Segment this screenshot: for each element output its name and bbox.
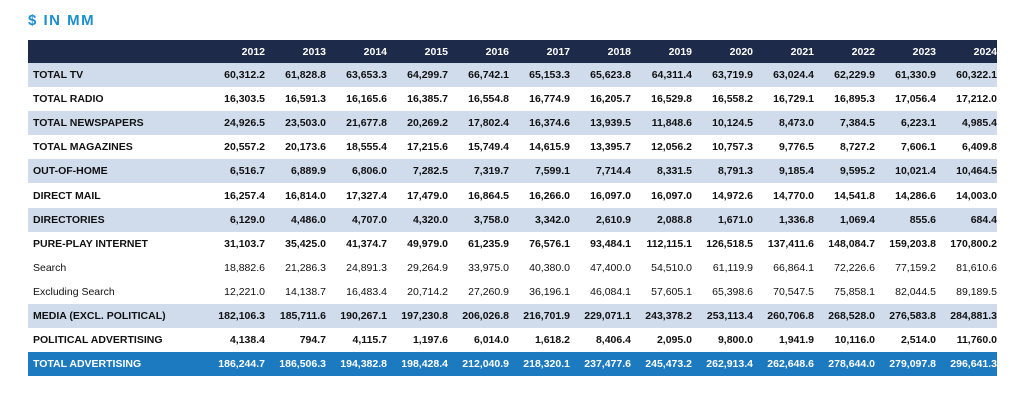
value-cell: 64,311.4 — [651, 69, 692, 82]
value-cell: 7,714.4 — [595, 165, 631, 178]
value-cell: 4,707.0 — [351, 213, 387, 226]
year-header-2023: 2023 — [912, 45, 936, 58]
value-cell: 6,806.0 — [351, 165, 387, 178]
value-cell: 63,719.9 — [712, 69, 753, 82]
value-cell: 20,173.6 — [285, 141, 326, 154]
value-cell: 16,554.8 — [468, 93, 509, 106]
value-cell: 1,336.8 — [778, 213, 814, 226]
value-cell: 6,129.0 — [229, 213, 265, 226]
year-header-2013: 2013 — [302, 45, 326, 58]
value-cell: 8,791.3 — [717, 165, 753, 178]
value-cell: 21,286.3 — [285, 261, 326, 274]
value-cell: 126,518.5 — [706, 237, 753, 250]
value-cell: 16,374.6 — [529, 117, 570, 130]
row-label: POLITICAL ADVERTISING — [33, 334, 163, 347]
value-cell: 6,223.1 — [900, 117, 936, 130]
value-cell: 1,671.0 — [717, 213, 753, 226]
value-cell: 63,653.3 — [346, 69, 387, 82]
value-cell: 7,606.1 — [900, 141, 936, 154]
value-cell: 212,040.9 — [462, 358, 509, 371]
year-header-2020: 2020 — [729, 45, 753, 58]
table-row — [28, 135, 997, 159]
value-cell: 9,800.0 — [717, 334, 753, 347]
value-cell: 229,071.1 — [584, 309, 631, 322]
value-cell: 253,113.4 — [706, 309, 753, 322]
value-cell: 29,264.9 — [407, 261, 448, 274]
row-label: OUT-OF-HOME — [33, 165, 108, 178]
value-cell: 61,828.8 — [285, 69, 326, 82]
value-cell: 185,711.6 — [279, 309, 326, 322]
value-cell: 4,320.0 — [412, 213, 448, 226]
year-header-2015: 2015 — [424, 45, 448, 58]
value-cell: 61,235.9 — [468, 237, 509, 250]
value-cell: 14,286.6 — [895, 189, 936, 202]
value-cell: 65,153.3 — [529, 69, 570, 82]
table-row — [28, 280, 997, 304]
value-cell: 54,510.0 — [651, 261, 692, 274]
value-cell: 33,975.0 — [468, 261, 509, 274]
value-cell: 65,398.6 — [712, 285, 753, 298]
value-cell: 6,409.8 — [961, 141, 997, 154]
value-cell: 47,400.0 — [590, 261, 631, 274]
value-cell: 16,257.4 — [224, 189, 265, 202]
value-cell: 260,706.8 — [767, 309, 814, 322]
value-cell: 16,529.8 — [651, 93, 692, 106]
row-label: DIRECTORIES — [33, 213, 105, 226]
value-cell: 1,197.6 — [412, 334, 448, 347]
value-cell: 36,196.1 — [529, 285, 570, 298]
table-row — [28, 352, 997, 376]
value-cell: 8,331.5 — [656, 165, 692, 178]
value-cell: 16,814.0 — [285, 189, 326, 202]
year-header-2022: 2022 — [851, 45, 875, 58]
row-label: TOTAL MAGAZINES — [33, 141, 133, 154]
row-label: Search — [33, 261, 67, 274]
value-cell: 27,260.9 — [468, 285, 509, 298]
value-cell: 93,484.1 — [590, 237, 631, 250]
value-cell: 245,473.2 — [645, 358, 692, 371]
value-cell: 216,701.9 — [523, 309, 570, 322]
value-cell: 64,299.7 — [407, 69, 448, 82]
value-cell: 2,610.9 — [595, 213, 631, 226]
value-cell: 4,138.4 — [229, 334, 265, 347]
value-cell: 75,858.1 — [834, 285, 875, 298]
value-cell: 21,677.8 — [346, 117, 387, 130]
value-cell: 40,380.0 — [529, 261, 570, 274]
value-cell: 81,610.6 — [956, 261, 997, 274]
value-cell: 66,864.1 — [773, 261, 814, 274]
value-cell: 12,056.2 — [651, 141, 692, 154]
value-cell: 66,742.1 — [468, 69, 509, 82]
value-cell: 137,411.6 — [767, 237, 814, 250]
value-cell: 14,138.7 — [285, 285, 326, 298]
value-cell: 16,266.0 — [529, 189, 570, 202]
value-cell: 186,244.7 — [218, 358, 265, 371]
value-cell: 6,516.7 — [229, 165, 265, 178]
value-cell: 17,215.6 — [407, 141, 448, 154]
value-cell: 10,464.5 — [956, 165, 997, 178]
value-cell: 24,891.3 — [346, 261, 387, 274]
value-cell: 9,595.2 — [839, 165, 875, 178]
value-cell: 268,528.0 — [828, 309, 875, 322]
value-cell: 243,378.2 — [645, 309, 692, 322]
value-cell: 7,282.5 — [412, 165, 448, 178]
value-cell: 16,729.1 — [773, 93, 814, 106]
value-cell: 20,714.2 — [407, 285, 448, 298]
value-cell: 16,385.7 — [407, 93, 448, 106]
value-cell: 17,212.0 — [956, 93, 997, 106]
value-cell: 20,557.2 — [224, 141, 265, 154]
value-cell: 17,479.0 — [407, 189, 448, 202]
value-cell: 24,926.5 — [224, 117, 265, 130]
value-cell: 14,972.6 — [712, 189, 753, 202]
value-cell: 16,895.3 — [834, 93, 875, 106]
value-cell: 72,226.6 — [834, 261, 875, 274]
table-row — [28, 208, 997, 232]
value-cell: 70,547.5 — [773, 285, 814, 298]
table-row — [28, 63, 997, 87]
value-cell: 61,330.9 — [895, 69, 936, 82]
value-cell: 13,939.5 — [590, 117, 631, 130]
value-cell: 31,103.7 — [224, 237, 265, 250]
value-cell: 14,615.9 — [529, 141, 570, 154]
value-cell: 1,618.2 — [534, 334, 570, 347]
value-cell: 18,555.4 — [346, 141, 387, 154]
value-cell: 2,095.0 — [656, 334, 692, 347]
table-body — [28, 63, 997, 376]
row-label: MEDIA (EXCL. POLITICAL) — [33, 309, 166, 322]
value-cell: 89,189.5 — [956, 285, 997, 298]
value-cell: 57,605.1 — [651, 285, 692, 298]
value-cell: 9,776.5 — [778, 141, 814, 154]
value-cell: 16,303.5 — [224, 93, 265, 106]
value-cell: 15,749.4 — [468, 141, 509, 154]
table-title: $ IN MM — [28, 12, 96, 29]
value-cell: 17,056.4 — [895, 93, 936, 106]
value-cell: 794.7 — [299, 334, 326, 347]
value-cell: 10,116.0 — [834, 334, 875, 347]
year-header-2012: 2012 — [241, 45, 265, 58]
value-cell: 16,165.6 — [346, 93, 387, 106]
value-cell: 7,384.5 — [839, 117, 875, 130]
value-cell: 4,115.7 — [352, 334, 387, 347]
value-cell: 197,230.8 — [401, 309, 448, 322]
value-cell: 262,913.4 — [706, 358, 753, 371]
value-cell: 41,374.7 — [346, 237, 387, 250]
row-label: PURE-PLAY INTERNET — [33, 237, 148, 250]
value-cell: 194,382.8 — [340, 358, 387, 371]
value-cell: 14,770.0 — [773, 189, 814, 202]
value-cell: 279,097.8 — [889, 358, 936, 371]
value-cell: 16,774.9 — [529, 93, 570, 106]
value-cell: 23,503.0 — [285, 117, 326, 130]
value-cell: 9,185.4 — [778, 165, 814, 178]
year-header-row — [28, 40, 997, 63]
value-cell: 6,889.9 — [290, 165, 326, 178]
value-cell: 1,941.9 — [778, 334, 814, 347]
year-header-2024: 2024 — [973, 45, 997, 58]
value-cell: 16,864.5 — [468, 189, 509, 202]
value-cell: 60,322.1 — [956, 69, 997, 82]
year-header-2019: 2019 — [668, 45, 692, 58]
value-cell: 182,106.3 — [218, 309, 265, 322]
row-label: TOTAL RADIO — [33, 93, 104, 106]
value-cell: 190,267.1 — [340, 309, 387, 322]
table-row — [28, 87, 997, 111]
value-cell: 17,802.4 — [468, 117, 509, 130]
value-cell: 14,541.8 — [834, 189, 875, 202]
year-header-2014: 2014 — [363, 45, 387, 58]
row-label: TOTAL ADVERTISING — [33, 358, 142, 371]
value-cell: 16,205.7 — [590, 93, 631, 106]
table-row — [28, 328, 997, 352]
value-cell: 16,483.4 — [346, 285, 387, 298]
value-cell: 1,069.4 — [839, 213, 875, 226]
value-cell: 284,881.3 — [950, 309, 997, 322]
year-header-2017: 2017 — [546, 45, 570, 58]
year-header-2018: 2018 — [607, 45, 631, 58]
value-cell: 237,477.6 — [584, 358, 631, 371]
value-cell: 278,644.0 — [828, 358, 875, 371]
value-cell: 11,848.6 — [651, 117, 692, 130]
value-cell: 8,727.2 — [839, 141, 875, 154]
year-header-2021: 2021 — [790, 45, 814, 58]
table-row — [28, 256, 997, 280]
value-cell: 10,124.5 — [712, 117, 753, 130]
value-cell: 218,320.1 — [523, 358, 570, 371]
value-cell: 855.6 — [909, 213, 936, 226]
value-cell: 16,591.3 — [285, 93, 326, 106]
value-cell: 159,203.8 — [889, 237, 936, 250]
value-cell: 16,097.0 — [651, 189, 692, 202]
value-cell: 10,021.4 — [895, 165, 936, 178]
advertising-spend-table — [28, 40, 997, 376]
value-cell: 20,269.2 — [407, 117, 448, 130]
value-cell: 62,229.9 — [834, 69, 875, 82]
value-cell: 18,882.6 — [224, 261, 265, 274]
value-cell: 684.4 — [970, 213, 997, 226]
value-cell: 3,758.0 — [473, 213, 509, 226]
row-label: DIRECT MAIL — [33, 189, 101, 202]
value-cell: 296,641.3 — [950, 358, 997, 371]
value-cell: 16,558.2 — [712, 93, 753, 106]
row-label: TOTAL NEWSPAPERS — [33, 117, 144, 130]
value-cell: 63,024.4 — [773, 69, 814, 82]
value-cell: 46,084.1 — [590, 285, 631, 298]
value-cell: 17,327.4 — [346, 189, 387, 202]
value-cell: 16,097.0 — [590, 189, 631, 202]
table-row — [28, 232, 997, 256]
value-cell: 6,014.0 — [473, 334, 509, 347]
value-cell: 12,221.0 — [224, 285, 265, 298]
value-cell: 60,312.2 — [224, 69, 265, 82]
value-cell: 82,044.5 — [895, 285, 936, 298]
value-cell: 206,026.8 — [462, 309, 509, 322]
value-cell: 10,757.3 — [712, 141, 753, 154]
table-row — [28, 304, 997, 328]
value-cell: 8,473.0 — [778, 117, 814, 130]
value-cell: 2,514.0 — [900, 334, 936, 347]
value-cell: 49,979.0 — [407, 237, 448, 250]
value-cell: 3,342.0 — [534, 213, 570, 226]
value-cell: 262,648.6 — [767, 358, 814, 371]
value-cell: 198,428.4 — [401, 358, 448, 371]
value-cell: 77,159.2 — [895, 261, 936, 274]
value-cell: 276,583.8 — [889, 309, 936, 322]
value-cell: 7,599.1 — [534, 165, 570, 178]
value-cell: 112,115.1 — [646, 237, 692, 250]
value-cell: 61,119.9 — [712, 261, 753, 274]
year-header-2016: 2016 — [485, 45, 509, 58]
table-row — [28, 111, 997, 135]
value-cell: 148,084.7 — [828, 237, 875, 250]
value-cell: 8,406.4 — [595, 334, 631, 347]
value-cell: 4,486.0 — [290, 213, 326, 226]
value-cell: 14,003.0 — [956, 189, 997, 202]
value-cell: 4,985.4 — [961, 117, 997, 130]
table-row — [28, 183, 997, 207]
row-label: Excluding Search — [33, 285, 115, 298]
value-cell: 170,800.2 — [950, 237, 997, 250]
value-cell: 76,576.1 — [529, 237, 570, 250]
value-cell: 186,506.3 — [279, 358, 326, 371]
value-cell: 11,760.0 — [956, 334, 997, 347]
value-cell: 65,623.8 — [590, 69, 631, 82]
value-cell: 35,425.0 — [285, 237, 326, 250]
row-label: TOTAL TV — [33, 69, 84, 82]
value-cell: 2,088.8 — [656, 213, 692, 226]
value-cell: 7,319.7 — [473, 165, 509, 178]
table-row — [28, 159, 997, 183]
value-cell: 13,395.7 — [590, 141, 631, 154]
header-corner-cell — [28, 40, 204, 63]
